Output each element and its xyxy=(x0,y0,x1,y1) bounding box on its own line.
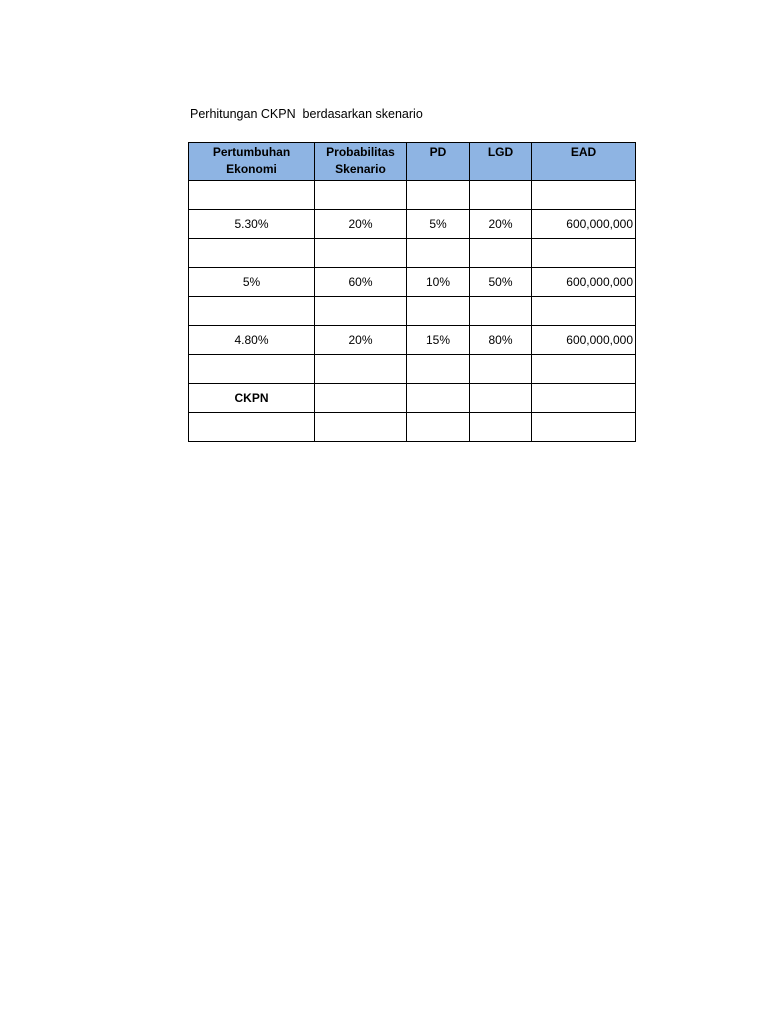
table-cell xyxy=(470,413,532,442)
table-row xyxy=(189,413,636,442)
table-row xyxy=(189,210,636,239)
table-cell: 600,000,000 xyxy=(532,268,636,297)
table-cell xyxy=(407,181,470,210)
table-cell xyxy=(470,384,532,413)
table-cell xyxy=(532,384,636,413)
table-cell xyxy=(532,181,636,210)
table-cell: 4.80% xyxy=(189,326,315,355)
table-cell xyxy=(315,297,407,326)
table-cell xyxy=(407,239,470,268)
header-probabilitas-skenario: Probabilitas Skenario xyxy=(315,143,407,181)
table-cell xyxy=(315,355,407,384)
table-cell xyxy=(189,297,315,326)
table-cell xyxy=(315,239,407,268)
table-cell xyxy=(407,384,470,413)
table-cell: 20% xyxy=(470,210,532,239)
header-ead: EAD xyxy=(532,143,636,181)
table-cell xyxy=(407,355,470,384)
table-header-row xyxy=(189,143,636,181)
table-cell xyxy=(315,413,407,442)
table-cell xyxy=(532,413,636,442)
table-cell xyxy=(315,181,407,210)
table-cell: 50% xyxy=(470,268,532,297)
table-cell xyxy=(189,181,315,210)
table-cell: 20% xyxy=(315,326,407,355)
table-row-ckpn xyxy=(189,384,636,413)
table-cell xyxy=(470,355,532,384)
table-cell: 80% xyxy=(470,326,532,355)
table-cell: 600,000,000 xyxy=(532,210,636,239)
table-cell xyxy=(189,355,315,384)
table-row xyxy=(189,326,636,355)
table-cell xyxy=(470,297,532,326)
ckpn-scenario-table xyxy=(188,142,636,442)
table-cell: 10% xyxy=(407,268,470,297)
table-row xyxy=(189,268,636,297)
table-cell: 15% xyxy=(407,326,470,355)
table-cell: 20% xyxy=(315,210,407,239)
table-cell xyxy=(189,413,315,442)
table-cell xyxy=(407,297,470,326)
table-row xyxy=(189,239,636,268)
table-cell: 5% xyxy=(189,268,315,297)
table-cell xyxy=(407,413,470,442)
table-cell: 600,000,000 xyxy=(532,326,636,355)
table-cell xyxy=(532,239,636,268)
table-cell xyxy=(532,297,636,326)
table-row xyxy=(189,181,636,210)
ckpn-label-cell: CKPN xyxy=(189,384,315,413)
table-cell xyxy=(315,384,407,413)
table-cell xyxy=(532,355,636,384)
table-row xyxy=(189,297,636,326)
table-cell xyxy=(189,239,315,268)
table-cell: 60% xyxy=(315,268,407,297)
header-lgd: LGD xyxy=(470,143,532,181)
table-row xyxy=(189,355,636,384)
document-title: Perhitungan CKPN berdasarkan skenario xyxy=(190,107,423,121)
table-cell: 5.30% xyxy=(189,210,315,239)
table-cell xyxy=(470,181,532,210)
header-pertumbuhan-ekonomi: Pertumbuhan Ekonomi xyxy=(189,143,315,181)
header-pd: PD xyxy=(407,143,470,181)
table-cell: 5% xyxy=(407,210,470,239)
table-cell xyxy=(470,239,532,268)
